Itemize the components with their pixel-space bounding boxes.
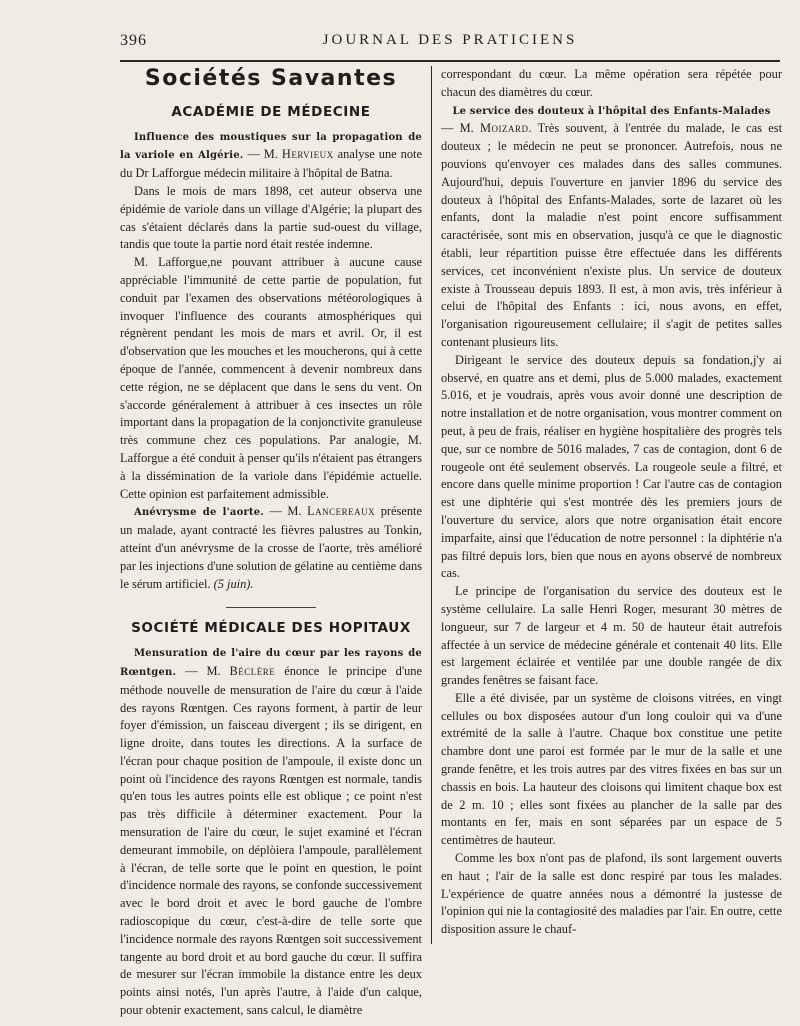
douteux-paragraph-4: Elle a été divisée, par un système de cloisons vitrées, en vingt cellules ou box disposées autour d'un long couloir qui va d'une extrémité de la salle à l'autre. Chaque box constitue une petite chambre dont une paroi est formée par le mur de la salle et une grande fenêtre, et les trois autres par des vitres fixées en bas sur un chassis en bois. La hauteur des cloisons qui limitent chaque box est de 2 m. 10 ; elles sont fixées au plancher de la salle par des montants en fer, mais en sont séparées par un espace de 5 centimètres de hauteur. — [441, 690, 782, 848]
author-beclere: Béclère — [229, 663, 276, 678]
rubric-mensuration: Mensuration de l'aire du cœur par les rayons de Rœntgen. — [120, 648, 422, 678]
section-title: Sociétés Savantes — [144, 66, 398, 91]
douteux-paragraph-1: — M. Moizard. Très souvent, à l'entrée du malade, le cas est douteux ; le médecin ne peut se prononcer. Autrefois, nous ne pouvions qu'envoyer ces malades dans des salles communes. Aujourd'hui, depuis l'ouverture en janvier 1896 du service des douteux à l'hôpital des Enfants-Malades, sorte de lazaret où les enfants, dont la maladie n'est point encore suffisamment caractérisée, sont mis en observation, jusqu'à ce que le diagnostic établi, leur répartition puisse être effectuée dans les différents services, cet inconvénient n'existe plus. Un service de douteux existe à Trousseau depuis 1893. Il est, à mon avis, très inférieur à celui de l'hôpital des Enfants : ici, nous avons, en effet, l'organisation rigoureusement cellulaire; il s'agit de petites salles contenant plusieurs lits. — [441, 121, 783, 349]
header-rule — [120, 60, 780, 62]
author-lancereaux: Lancereaux — [307, 504, 376, 519]
douteux-paragraph-3: Le principe de l'organisation du service des douteux est le système cellulaire. La salle Henri Roger, mesurant 30 mètres de longueur, sur 7 de largeur et 4 m. 50 de hauteur était autrefois affectée à un service de médecine générale et contenait 40 lits. Elle est largement éclairée et ventilée par une double rangée de dix grandes fenêtres se faisant face. — [441, 584, 782, 688]
douteux-paragraph-2: Dirigeant le service des douteux depuis sa fondation,j'y ai observé, en quatre ans et demi, plus de 5.000 malades, exactement 5.016, et je voudrais, après vous avoir donné une description de notre installation et de notre organisation, vous montrer comment on peut, à peu de frais, réaliser en hygiène hospitalière des progrès tels que, sur ce nombre de 5016 malades, 7 cas de contagion, dont 6 de rougeole ont été seulement observés. La rougeole seule a filtré, et encore dans quelle minime proportion ! Car l'autre cas de contagion est une diphtérie qui s'est montrée dès les premiers jours de l'ouverture du service, alors que notre organisation était encore imparfaite, ainsi que l'éducation de notre personnel : la diphtérie n'a pas filtré depuis lors, bien que nous en ayons observé de nombreux cas. — [441, 352, 782, 581]
douteux-paragraph-5: Comme les box n'ont pas de plafond, ils sont largement ouverts en haut ; l'air de la salle est donc respiré par tous les malades. L'expérience de quatre années nous a démontré la justesse de l'opinion qui nie la contagiosité des maladies par l'air. En outre, cette disposition assure le chauf- — [441, 851, 782, 937]
journal-title: JOURNAL DES PRATICIENS — [322, 32, 578, 48]
rubric-douteux: Le service des douteux à l'hôpital des Enfants-Malades — [452, 105, 771, 117]
hopitaux-paragraph-1: Mensuration de l'aire du cœur par les rayons de Rœntgen. — M. Béclère énonce le principe d'une méthode nouvelle de mensuration de l'aire du cœur à l'aide des rayons Rœntgen. Ces rayons forment, à partir de leur foyer d'émission, un faisceau divergent ; ils se dirigent, en ligne droite, dans toutes les directions. A la surface de l'écran pour chaque position de l'ampoule, il existe donc un point où l'incidence des rayons Rœntgen est normale, tandis qu'en tous les autres points elle est oblique ; ce point n'est pas très difficile à déterminer exactement. Pour la mensuration de l'aire du cœur, le sujet examiné et l'écran demeurant immobile, on déplòiera l'ampoule, parallèlement à l'écran, de telle sorte que le point en question, le point d'incidence normale des rayons, se confonde successivement avec le bord droit et avec le bord gauche de l'ombre radioscopique du cœur, c'est-à-dire de telle sorte que l'incidence normale des rayons Rœntgen soit successivement tangente au bord droit et au bord gauche du cœur. Il suffira de mesurer sur l'écran immobile la distance entre les deux points ainsi notés, l'un après l'autre, à l'aide d'un calque, pour obtenir exactement, sans calcul, le diamètre — [120, 648, 422, 1018]
left-column — [120, 66, 422, 1020]
author-moizard: Moizard — [480, 121, 529, 136]
column-divider — [431, 66, 432, 944]
academie-paragraph-4: Anévrysme de l'aorte. — M. Lancereaux présente un malade, ayant contracté les fièvres palustres au Tonkin, atteint d'un anévrysme de la crosse de l'aorte, très amélioré par les injections d'une solution de gélatine au centième dans le sérum artificiel. (5 juin). — [120, 504, 422, 591]
continuation-paragraph: correspondant du cœur. La même opération sera répétée pour chacun des diamètres du cœur. — [441, 67, 782, 99]
section-separator — [226, 607, 316, 608]
academie-paragraph-2: Dans le mois de mars 1898, cet auteur observa une épidémie de variole dans un village d'Algérie; la plupart des cas s'étaient déclarés dans la partie sud-ouest du village, tandis que toute la partie nord était restée indemne. — [120, 183, 422, 252]
session-date: (5 juin). — [213, 576, 254, 591]
running-header — [120, 28, 780, 58]
rubric-douteux-line — [441, 102, 782, 121]
rubric-moustiques: Influence des moustiques sur la propagation de la variole en Algérie. — [120, 131, 422, 162]
rubric-anevrysme: Anévrysme de l'aorte. — [134, 507, 264, 519]
academie-paragraph-3: M. Lafforgue,ne pouvant attribuer à aucune cause appréciable l'immunité de cette partie de population, fut conduit par l'examen des observations météorologiques à invoquer l'influence des courants atmosphériques qui régnèrent pendant les mois de mars et avril. Or, il est d'observation que les mouches et les moucherons, qui à cette époque de l'année, commencent à devenir nombreux dans cette région, ne se déplacent que dans le sens du vent. On s'accorde généralement à attribuer à ces insectes un rôle important dans la propagation de la conjonctivite granuleuse très commune chez ces populations. Par analogie, M. Lafforgue a été conduit à penser qu'ils n'étaient pas étrangers à la dissémination de la variole dans l'épidémie actuelle. Cette opinion est parfaitement admissible. — [120, 255, 422, 501]
hopitaux-heading: SOCIÉTÉ MÉDICALE DES HOPITAUX — [131, 620, 411, 637]
academie-heading: ACADÉMIE DE MÉDECINE — [171, 103, 371, 120]
author-hervieux: Hervieux — [281, 147, 334, 162]
right-column — [441, 66, 782, 939]
academie-paragraph-1: Influence des moustiques sur la propagation de la variole en Algérie. — M. Hervieux analyse une note du Dr Lafforgue médecin militaire à l'hôpital de Batna. — [120, 131, 422, 181]
page-number: 396 — [120, 32, 147, 49]
